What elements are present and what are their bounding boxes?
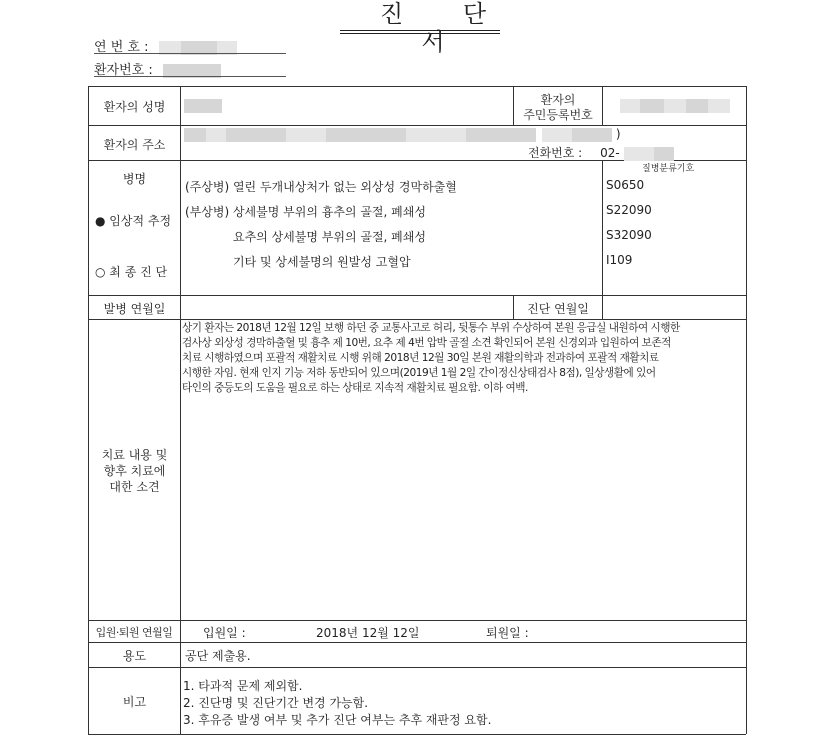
address-suffix: ) [615, 127, 621, 141]
title-underline [340, 30, 500, 34]
opinion-line: 치료 시행하였으며 포괄적 재활치료 시행 위해 2018년 12월 30일 본원 재활의학과 전과하여 포괄적 재활치료 [182, 352, 659, 364]
document-title: 진 단 서 [380, 0, 512, 56]
phone-label: 전화번호 : [528, 146, 583, 160]
diagnosis-code: S22090 [606, 203, 652, 217]
table-border [746, 86, 747, 734]
patient-name-value [184, 98, 222, 113]
rrn-value [620, 98, 730, 113]
redacted-block [640, 99, 664, 113]
redacted-block [466, 128, 536, 142]
row-divider [88, 667, 746, 668]
disease-label: 병명 [122, 172, 147, 186]
redacted-block [664, 99, 686, 113]
rrn-label-line2: 주민등록번호 [523, 108, 593, 122]
redacted-block [184, 99, 222, 113]
redacted-block [286, 128, 326, 142]
patient-number-underline [94, 76, 286, 77]
row-divider [88, 295, 746, 296]
purpose-label: 용도 [122, 649, 147, 663]
opinion-line: 타인의 중등도의 도움을 필요로 하는 상태로 지속적 재활치료 필요함. 이하 여백. [182, 382, 528, 394]
address-value [184, 127, 621, 142]
phone-prefix: 02- [600, 146, 620, 160]
onset-date-label: 발병 연월일 [103, 302, 166, 316]
redacted-block [206, 128, 226, 142]
opinion-line: 상기 환자는 2018년 12월 12일 보행 하던 중 교통사고로 허리, 뒷통수 부위 수상하여 본원 응급실 내원하여 시행한 [182, 322, 680, 334]
diagnosis-date-label: 진단 연월일 [527, 302, 589, 316]
phone-row [528, 144, 674, 161]
opinion-label-line2: 향후 치료에 [103, 464, 166, 478]
row-divider [88, 642, 746, 643]
diagnosis-text: (부상병) 상세불명 부위의 흉추의 골절, 폐쇄성 [185, 205, 426, 219]
redacted-block [542, 128, 572, 142]
redacted-block [624, 147, 654, 161]
diagnosis-code: I109 [606, 253, 633, 267]
remarks-label: 비고 [122, 695, 147, 709]
remark-item: 2. 진단명 및 진단기간 변경 가능함. [183, 696, 369, 710]
admission-date-label: 입원일 : [203, 626, 246, 640]
reg-number-underline [94, 53, 286, 54]
patient-number-label: 환자번호 : [94, 63, 153, 78]
diagnosis-text: (주상병) 열린 두개내상처가 없는 외상성 경막하출혈 [185, 180, 457, 194]
disease-code-header: 질병분류기호 [642, 164, 695, 174]
diagnosis-text: 기타 및 상세불명의 원발성 고혈압 [233, 255, 411, 269]
opinion-label-line1: 치료 내용 및 [101, 448, 168, 462]
discharge-date-label: 퇴원일 : [486, 626, 529, 640]
column-divider [602, 86, 603, 125]
row-divider [88, 620, 746, 621]
redacted-block [226, 128, 286, 142]
opinion-line: 검사상 외상성 경막하출혈 및 흉추 제 10번, 요추 제 4번 압박 골절 소견 확인되어 본원 신경외과 입원하여 보존적 [182, 337, 671, 349]
patient-name-label: 환자의 성명 [103, 100, 166, 114]
remark-item: 3. 후유증 발생 여부 및 추가 진단 여부는 추후 재판정 요함. [183, 713, 492, 727]
admission-date-value: 2018년 12월 12일 [316, 626, 420, 640]
opinion-line: 시행한 자임. 현재 인지 기능 저하 동반되어 있으며(2019년 1월 2일 간이정신상태검사 8점), 일상생활에 있어 [182, 367, 656, 379]
redacted-block [184, 128, 206, 142]
table-border [88, 86, 746, 87]
diagnosis-text: 요추의 상세불명 부위의 골절, 폐쇄성 [233, 230, 426, 244]
column-divider [602, 295, 603, 319]
remark-item: 1. 타과적 문제 제외함. [183, 679, 303, 693]
redacted-block [572, 128, 612, 142]
redacted-block [708, 99, 730, 113]
redacted-block [326, 128, 406, 142]
redacted-block [654, 147, 674, 161]
reg-number-label: 연 번 호 : [94, 40, 149, 55]
rrn-label-line1: 환자의 [540, 93, 576, 107]
redacted-block [406, 128, 466, 142]
row-divider [88, 125, 746, 126]
diagnosis-code: S32090 [606, 228, 652, 242]
address-label: 환자의 주소 [103, 138, 166, 152]
redacted-block [620, 99, 640, 113]
column-divider [602, 160, 603, 295]
clinical-estimate-option: ● 임상적 추정 [95, 214, 172, 228]
final-diagnosis-option: ○ 최 종 진 단 [95, 265, 168, 279]
diagnosis-code: S0650 [606, 178, 645, 192]
redacted-block [686, 99, 708, 113]
admission-discharge-label: 입원·퇴원 연월일 [95, 626, 173, 639]
opinion-label-line3: 대한 소견 [109, 480, 160, 494]
table-border [88, 734, 746, 735]
purpose-value: 공단 제출용. [185, 649, 251, 663]
